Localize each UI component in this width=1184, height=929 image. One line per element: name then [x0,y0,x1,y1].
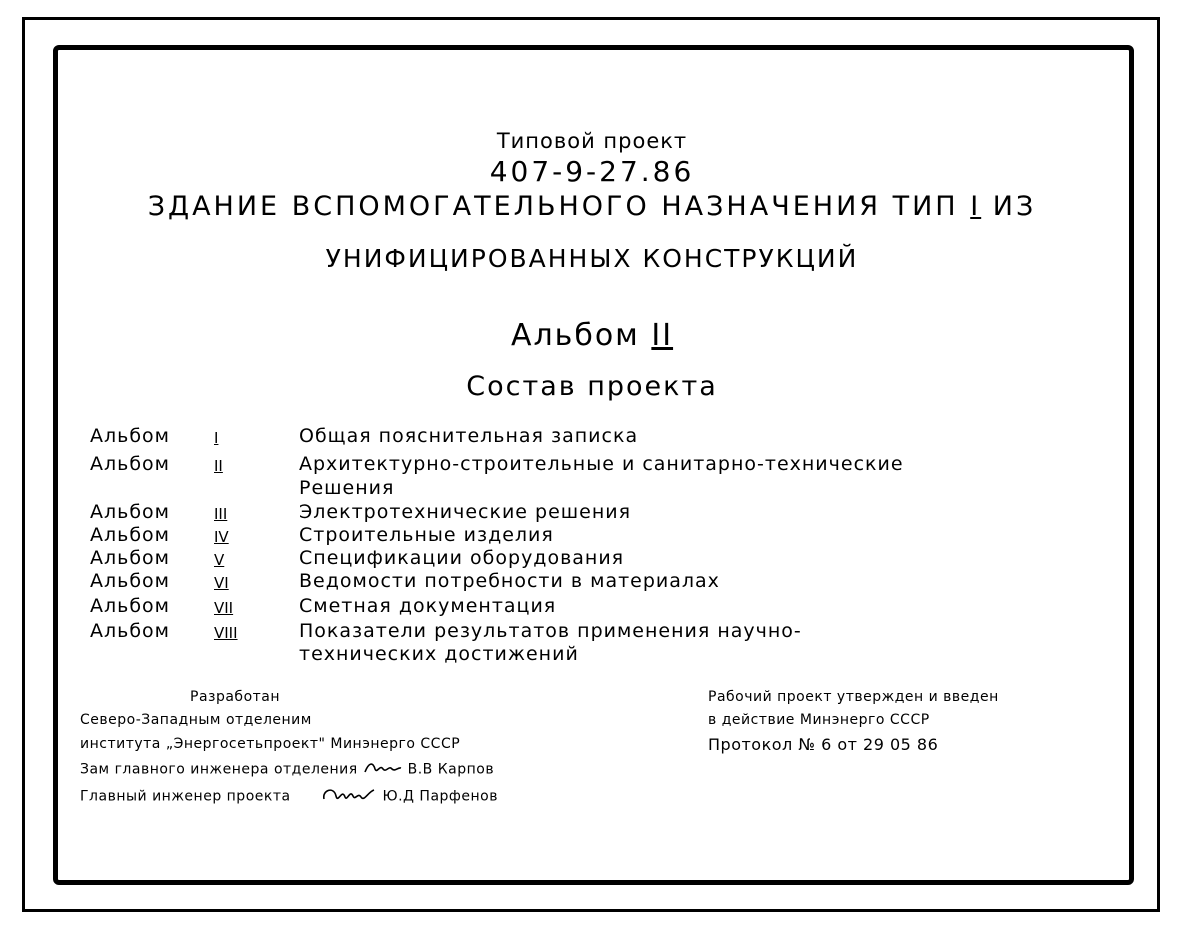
album-number: VI [214,574,229,592]
album-description-cont: Решения [299,477,395,499]
album-description: Строительные изделия [299,524,554,546]
album-label: Альбом [90,501,171,523]
album-label: Альбом [90,425,171,447]
composition-heading: Состав проекта [466,371,718,402]
project-type-label: Типовой проект [496,129,688,153]
signature-icon [363,760,403,779]
approval-line1: Рабочий проект утвержден и введен [708,689,999,705]
chief-name: Ю.Д Парфенов [382,788,498,805]
album-description: Ведомости потребности в материалах [299,570,720,592]
album-number: VIII [214,624,238,642]
approval-line2: в действие Минэнерго СССР [708,712,930,728]
project-title-line2: УНИФИЦИРОВАННЫХ КОНСТРУКЦИЙ [325,244,859,273]
album-description: Общая пояснительная записка [299,425,639,447]
title-part1: ЗДАНИЕ ВСПОМОГАТЕЛЬНОГО НАЗНАЧЕНИЯ ТИП [147,191,959,222]
deputy-chief-engineer [80,760,494,779]
album-label: Альбом [90,620,171,642]
album-description: Сметная документация [299,595,557,617]
project-code: 407-9-27.86 [489,155,695,188]
album-number: I [214,429,219,447]
approval-protocol: Протокол № 6 от 29 05 86 [708,735,939,754]
album-label: Альбом [90,547,171,569]
album-number: VII [214,599,234,617]
album-number: III [214,505,228,523]
album-number: IV [214,528,229,546]
deputy-name: В.В Карпов [407,761,495,778]
developer-line2: института „Энергосетьпроект" Минэнерго СССР [80,736,461,752]
album-label: Альбом [90,453,171,475]
album-number: V [214,551,225,569]
album-description: Показатели результатов применения научно- [299,620,802,642]
album-number: II [214,457,223,475]
album-label: Альбом [90,524,171,546]
developed-by-heading: Разработан [190,689,281,705]
album-label: Альбом [90,595,171,617]
album-heading-label: Альбом [510,318,640,353]
album-description: Спецификации оборудования [299,547,625,569]
deputy-role: Зам главного инженера отделения [80,761,358,778]
album-description: Архитектурно-строительные и санитарно-технические [299,453,904,475]
album-heading-number: II [651,318,674,353]
album-heading [0,318,1184,353]
title-part2: ИЗ [992,191,1037,222]
album-description-cont: технических достижений [299,643,579,665]
album-label: Альбом [90,570,171,592]
title-type-number: I [970,191,982,222]
chief-project-engineer [80,784,498,809]
album-description: Электротехнические решения [299,501,632,523]
project-title-line1 [0,193,1184,220]
chief-role: Главный инженер проекта [80,788,291,805]
developer-line1: Северо-Западным отделеним [80,712,312,728]
signature-icon [320,784,378,809]
